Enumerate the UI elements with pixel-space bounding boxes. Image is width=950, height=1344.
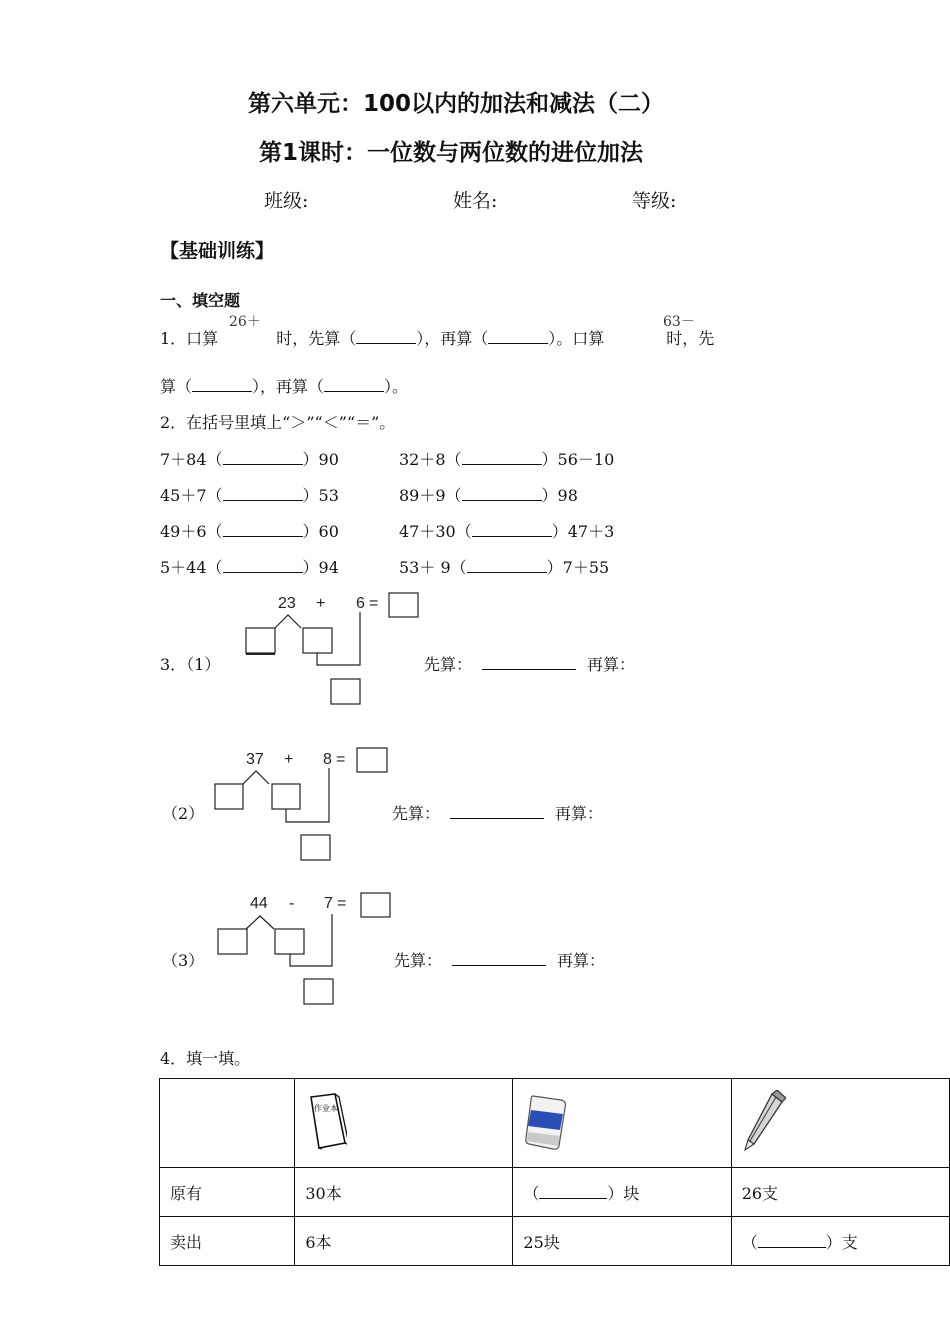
equals: =: [336, 751, 346, 768]
q1-text-a: 1．口算: [160, 329, 219, 348]
q2-blank[interactable]: [223, 450, 303, 465]
operator: -: [289, 895, 295, 912]
table-row: [160, 1168, 950, 1217]
q2-tail: ）56－10: [541, 450, 615, 469]
result-box[interactable]: [389, 593, 418, 617]
pencil-sold-blank[interactable]: [758, 1233, 826, 1248]
notebook-original: 30本: [295, 1168, 513, 1217]
addend-1: 23: [278, 595, 296, 612]
q1-text-h: ）。: [384, 377, 409, 396]
pencil-original: 26支: [731, 1168, 949, 1217]
eraser-original-blank[interactable]: [539, 1184, 607, 1199]
first-step-label: 先算：: [392, 804, 441, 823]
q2-prompt: 2．在括号里填上“＞”“＜”“＝”。: [160, 413, 396, 432]
then-step-label: 再算：: [587, 655, 636, 674]
section-heading: 【基础训练】: [160, 240, 275, 262]
tens-box[interactable]: [246, 628, 275, 653]
q1-line2: [160, 374, 408, 397]
q2-blank[interactable]: [472, 522, 552, 537]
operator: +: [284, 751, 294, 768]
sum-box[interactable]: [301, 835, 330, 860]
split-lines: [246, 916, 274, 929]
notebook-icon: [305, 1091, 347, 1151]
table-header-row: [160, 1079, 950, 1168]
ones-box[interactable]: [275, 929, 304, 954]
q2-row: [399, 519, 614, 542]
eraser-original: [513, 1168, 731, 1217]
q2-tail: ）90: [302, 450, 339, 469]
q1-expression-1: 26＋: [229, 314, 261, 330]
eraser-cell: [513, 1079, 731, 1168]
pencil-icon: [742, 1090, 786, 1152]
q2-blank[interactable]: [462, 486, 542, 501]
split-lines: [275, 615, 301, 628]
result-box[interactable]: [357, 748, 387, 772]
q2-expr: 53＋ 9（: [399, 558, 467, 577]
split-diagram-svg: [216, 890, 396, 1010]
q1-blank-3[interactable]: [192, 377, 252, 392]
equals: =: [337, 895, 347, 912]
split-diagram: [216, 890, 396, 1014]
q1-text-c: ），再算（: [416, 329, 489, 348]
q2-blank[interactable]: [223, 558, 303, 573]
q2-tail: ）60: [302, 522, 339, 541]
q1-text-e: 时，先: [666, 329, 715, 348]
addend-2: 8: [323, 751, 332, 768]
q1-blank-4[interactable]: [324, 377, 384, 392]
then-step-label: 再算：: [557, 951, 606, 970]
subtrahend: 7: [324, 895, 333, 912]
split-diagram-svg: [213, 746, 393, 866]
difference-box[interactable]: [304, 979, 333, 1004]
q2-blank[interactable]: [223, 486, 303, 501]
notebook-cell: [295, 1079, 513, 1168]
row-label: 卖出: [160, 1217, 295, 1266]
q2-tail: ）98: [541, 486, 578, 505]
q3-item-label: （2）: [162, 804, 205, 823]
sum-box[interactable]: [331, 679, 360, 704]
q1-blank-2[interactable]: [488, 329, 548, 344]
q2-tail: ）94: [302, 558, 339, 577]
q3-item-label: （3）: [162, 951, 205, 970]
addend-1: 37: [246, 751, 264, 768]
row-label: 原有: [160, 1168, 295, 1217]
split-diagram: [213, 746, 393, 870]
q2-expr: 47＋30（: [399, 522, 472, 541]
paren-open: （: [741, 1232, 758, 1252]
paren-close-unit: ）块: [607, 1183, 640, 1203]
first-step-label: 先算：: [394, 951, 443, 970]
first-step-blank[interactable]: [450, 818, 544, 819]
paren-close-unit: ）支: [825, 1232, 858, 1252]
q2-tail: ）7＋55: [546, 558, 610, 577]
q2-expr: 49＋6（: [160, 522, 223, 541]
then-step-label: 再算：: [555, 804, 604, 823]
addend-2: 6: [356, 595, 365, 612]
page-title: 第六单元：100以内的加法和减法（二）: [248, 91, 665, 117]
tens-box[interactable]: [218, 929, 247, 954]
q1-expression-2: 63－: [663, 314, 695, 330]
q2-expr: 45＋7（: [160, 486, 223, 505]
q3-item-label: 3．（1）: [160, 655, 221, 674]
q2-expr: 7＋84（: [160, 450, 223, 469]
first-step-blank[interactable]: [452, 965, 546, 966]
eraser-icon: [523, 1090, 571, 1152]
q1-text-b: 时，先算（: [276, 329, 357, 348]
split-diagram: [244, 590, 424, 714]
split-lines: [243, 771, 269, 784]
equals: =: [369, 595, 379, 612]
q2-row: [160, 483, 339, 506]
q2-row: [399, 555, 609, 578]
pencil-sold: [731, 1217, 949, 1266]
q2-row: [160, 447, 339, 470]
ones-box[interactable]: [303, 628, 332, 653]
class-label: 班级:: [264, 190, 309, 212]
q2-row: [399, 447, 614, 470]
q2-row: [399, 483, 578, 506]
q1-text-g: ），再算（: [252, 377, 325, 396]
ones-box[interactable]: [272, 784, 300, 809]
result-box[interactable]: [361, 893, 390, 917]
q1-blank-1[interactable]: [356, 329, 416, 344]
eraser-sold: 25块: [513, 1217, 731, 1266]
notebook-sold: 6本: [295, 1217, 513, 1266]
q2-blank[interactable]: [462, 450, 542, 465]
q2-tail: ）53: [302, 486, 339, 505]
split-diagram-svg: [244, 590, 424, 710]
first-step-blank[interactable]: [482, 669, 576, 670]
q2-expr: 5＋44（: [160, 558, 223, 577]
notebook-label: 作业本: [314, 1104, 339, 1113]
q2-row: [160, 519, 339, 542]
tens-box[interactable]: [215, 784, 243, 809]
q4-table: [159, 1078, 950, 1266]
q4-prompt: 4．填一填。: [160, 1049, 251, 1068]
empty-cell: [160, 1079, 295, 1168]
operator: +: [316, 595, 326, 612]
name-label: 姓名:: [453, 190, 498, 212]
grade-label: 等级:: [632, 190, 677, 212]
q2-row: [160, 555, 339, 578]
lesson-title: 第1课时：一位数与两位数的进位加法: [259, 140, 644, 166]
q2-blank[interactable]: [223, 522, 303, 537]
paren-open: （: [523, 1183, 540, 1203]
first-step-label: 先算：: [424, 655, 473, 674]
q2-tail: ）47＋3: [551, 522, 615, 541]
q1-text-f: 算（: [160, 377, 193, 396]
minuend: 44: [250, 895, 268, 912]
q2-blank[interactable]: [467, 558, 547, 573]
q2-expr: 89＋9（: [399, 486, 462, 505]
table-row: [160, 1217, 950, 1266]
part-heading: 一、填空题: [160, 291, 241, 310]
q2-expr: 32＋8（: [399, 450, 462, 469]
q1-text-d: ）。口算: [548, 329, 605, 348]
pencil-cell: [731, 1079, 949, 1168]
